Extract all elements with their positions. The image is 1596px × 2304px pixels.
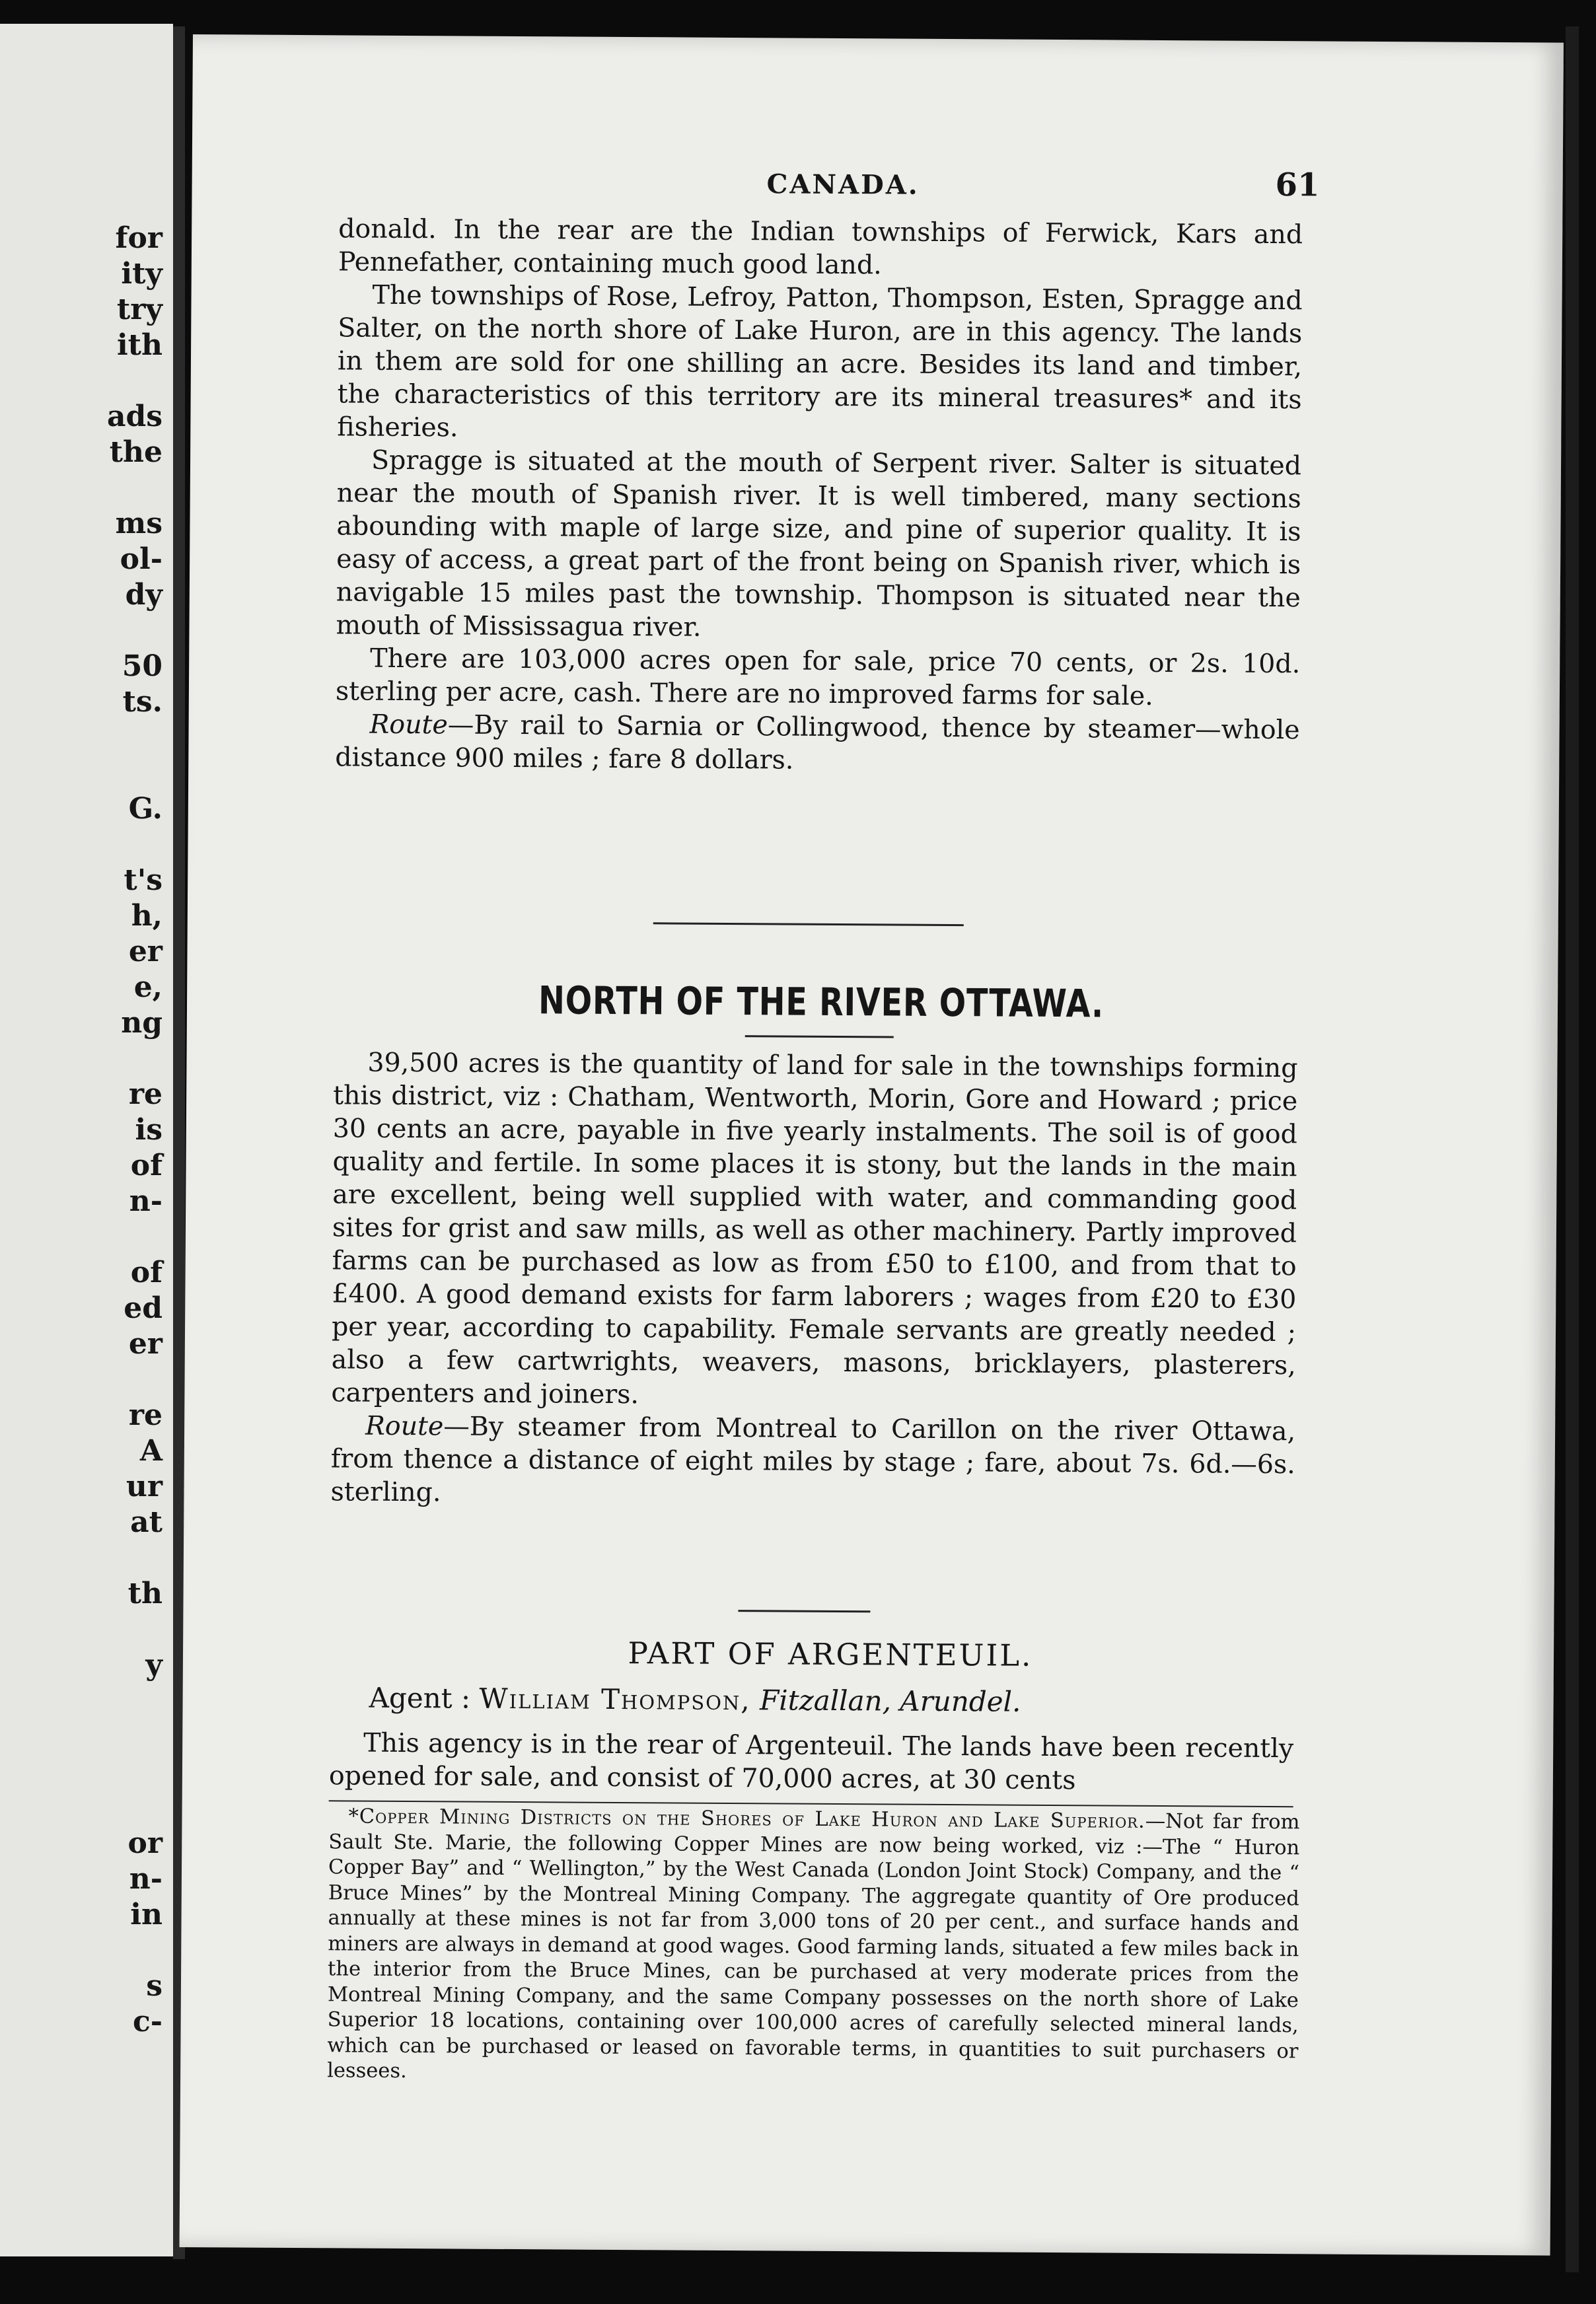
- facing-page-fragment: the: [109, 435, 163, 469]
- facing-page-fragment: n-: [129, 1184, 163, 1218]
- paragraph: 39,500 acres is the quantity of land for sale in the townships forming this district, viz : Chatham, Wentworth, Morin, Gore and Howard ; price 30 cents an acre, payable in five yearly instalments. The soil is of good quality and fertile. In some places it is stony, but the lands in the main are excellent, being well supplied with water, and commanding good sites for grist and saw mills, as well as other machinery. Partly improved farms can be purchased as low as from £50 to £100, and from that to £400. A good demand exists for farm laborers ; wages from £20 to £30 per year, according to capability. Female servants are greatly needed ; also a few cartwrights, weavers, masons, bricklayers, plasterers, carpenters and joiners.: [331, 1047, 1298, 1410]
- route-label: Route: [365, 1410, 444, 1442]
- facing-page-fragment: n-: [129, 1862, 163, 1896]
- route-paragraph: [335, 707, 1300, 779]
- section-heading: NORTH OF THE RIVER OTTAWA.: [538, 978, 1105, 1026]
- facing-page-fragment: e,: [133, 970, 163, 1004]
- facing-page-fragment: ith: [116, 328, 163, 362]
- facing-page-fragment: ol-: [120, 542, 163, 576]
- section-divider: [653, 922, 964, 926]
- paragraph: Spragge is situated at the mouth of Serpent river. Salter is situated near the mouth of Spanish river. It is well timbered, many sections abounding with maple of large size, and pine of superior quality. It is easy of access, a great part of the front being on Spanish river, which is navigable 15 miles past the township. Thompson is situated near the mouth of Mississagua river.: [336, 445, 1302, 643]
- route-label: Route: [369, 709, 448, 740]
- facing-page-fragment: dy: [125, 578, 163, 612]
- agent-line: [369, 1682, 1360, 1720]
- facing-page-fragment: or: [127, 1826, 163, 1860]
- facing-page-fragment: ity: [121, 257, 163, 291]
- facing-page-fragment: c-: [132, 2005, 163, 2038]
- running-head: CANADA.: [766, 168, 920, 201]
- facing-page-fragment: A: [139, 1434, 163, 1468]
- facing-page-fragment: at: [130, 1505, 163, 1539]
- section-argenteuil: [329, 1726, 1294, 1798]
- facing-page-fragment: of: [130, 1149, 163, 1182]
- facing-page-fragment: h,: [131, 899, 163, 933]
- book-page: [180, 34, 1564, 2256]
- route-text: —By steamer from Montreal to Carillon on the river Ottawa, from thence a distance of eight miles by stage ; fare, about 7s. 6d.—6s. sterling.: [330, 1411, 1296, 1508]
- route-text: —By rail to Sarnia or Collingwood, thence by steamer—whole distance 900 miles ; fare 8 dollars.: [335, 709, 1300, 775]
- agent-label: Agent :: [369, 1681, 471, 1715]
- facing-page-fragment: re: [128, 1398, 163, 1432]
- facing-page-fragment: of: [130, 1256, 163, 1289]
- paragraph: The townships of Rose, Lefroy, Patton, Thompson, Esten, Spragge and Salter, on the north shore of Lake Huron, are in this agency. The lands in them are sold for one shilling an acre. Besides its land and timber, the characteristics of this territory are its mineral treasures* and its fisheries.: [337, 279, 1303, 443]
- facing-page-fragment: ts.: [122, 685, 163, 719]
- facing-page-fragment: ur: [126, 1470, 163, 1503]
- page-edge: [1566, 26, 1579, 2272]
- facing-page-fragment: in: [130, 1898, 163, 1931]
- footnote-heading: *Copper Mining Districts on the Shores of Lake Huron and Lake Superior.: [348, 1805, 1145, 1833]
- facing-page-fragment: 50: [122, 649, 163, 683]
- facing-page-fragment: ads: [106, 400, 163, 433]
- footnote: [327, 1804, 1300, 2089]
- paragraph: donald. In the rear are the Indian townships of Ferwick, Kars and Pennefather, containing much good land.: [338, 213, 1303, 281]
- section-heading: PART OF ARGENTEUIL.: [628, 1636, 1033, 1673]
- agent-place: Fitzallan, Arundel.: [759, 1684, 1021, 1718]
- facing-page-fragment: G.: [128, 792, 163, 826]
- facing-page-fragment: s: [146, 1969, 163, 2003]
- footnote-text: —Not far from Sault Ste. Marie, the following Copper Mines are now being worked, viz :—The “ Huron Copper Bay” and “ Wellington,” by the West Canada (London Joint Stock) Company, and the “ Bruce Mines” by the Montreal Mining Company. The aggregate quantity of Ore produced annually at these mines is not far from 3,000 tons of 20 per cent., and surface hands and miners are always in demand at good wages. Good farming lands, situated a few miles back in the interior from the Bruce Mines, can be purchased at very moderate prices from the Montreal Mining Company, and the same Company possesses on the north shore of Lake Superior 18 locations, containing over 100,000 acres of carefully selected mineral lands, which can be purchased or leased on favorable terms, in quantities to suit purchasers or lessees.: [327, 1809, 1300, 2083]
- facing-page-strip: [0, 24, 173, 2256]
- facing-page-fragment: for: [115, 221, 163, 255]
- facing-page-fragment: er: [128, 1327, 163, 1361]
- facing-page-fragment: y: [145, 1648, 163, 1682]
- facing-page-fragment: t's: [124, 863, 163, 897]
- section-divider: [738, 1610, 870, 1612]
- facing-page-fragment: ed: [124, 1291, 163, 1325]
- heading-underline: [745, 1035, 894, 1038]
- facing-page-fragment: ng: [121, 1006, 163, 1040]
- facing-page-fragment: er: [128, 935, 163, 968]
- page-number: 61: [1275, 166, 1320, 204]
- paragraph: This agency is in the rear of Argenteuil. The lands have been recently opened for sale, and consist of 70,000 acres, at 30 cents: [328, 1727, 1294, 1796]
- agent-name: William Thompson,: [479, 1682, 751, 1717]
- facing-page-fragment: th: [127, 1577, 163, 1610]
- facing-page-fragment: is: [135, 1113, 163, 1147]
- facing-page-fragment: re: [128, 1077, 163, 1111]
- facing-page-fragment: try: [116, 293, 163, 326]
- paragraph: There are 103,000 acres open for sale, price 70 cents, or 2s. 10d. sterling per acre, cash. There are no improved farms for sale.: [335, 643, 1301, 711]
- facing-page-fragment: ms: [115, 507, 163, 540]
- section-north-ottawa: [330, 1046, 1297, 1514]
- section-lake-huron: [335, 212, 1303, 779]
- route-paragraph: [330, 1409, 1295, 1514]
